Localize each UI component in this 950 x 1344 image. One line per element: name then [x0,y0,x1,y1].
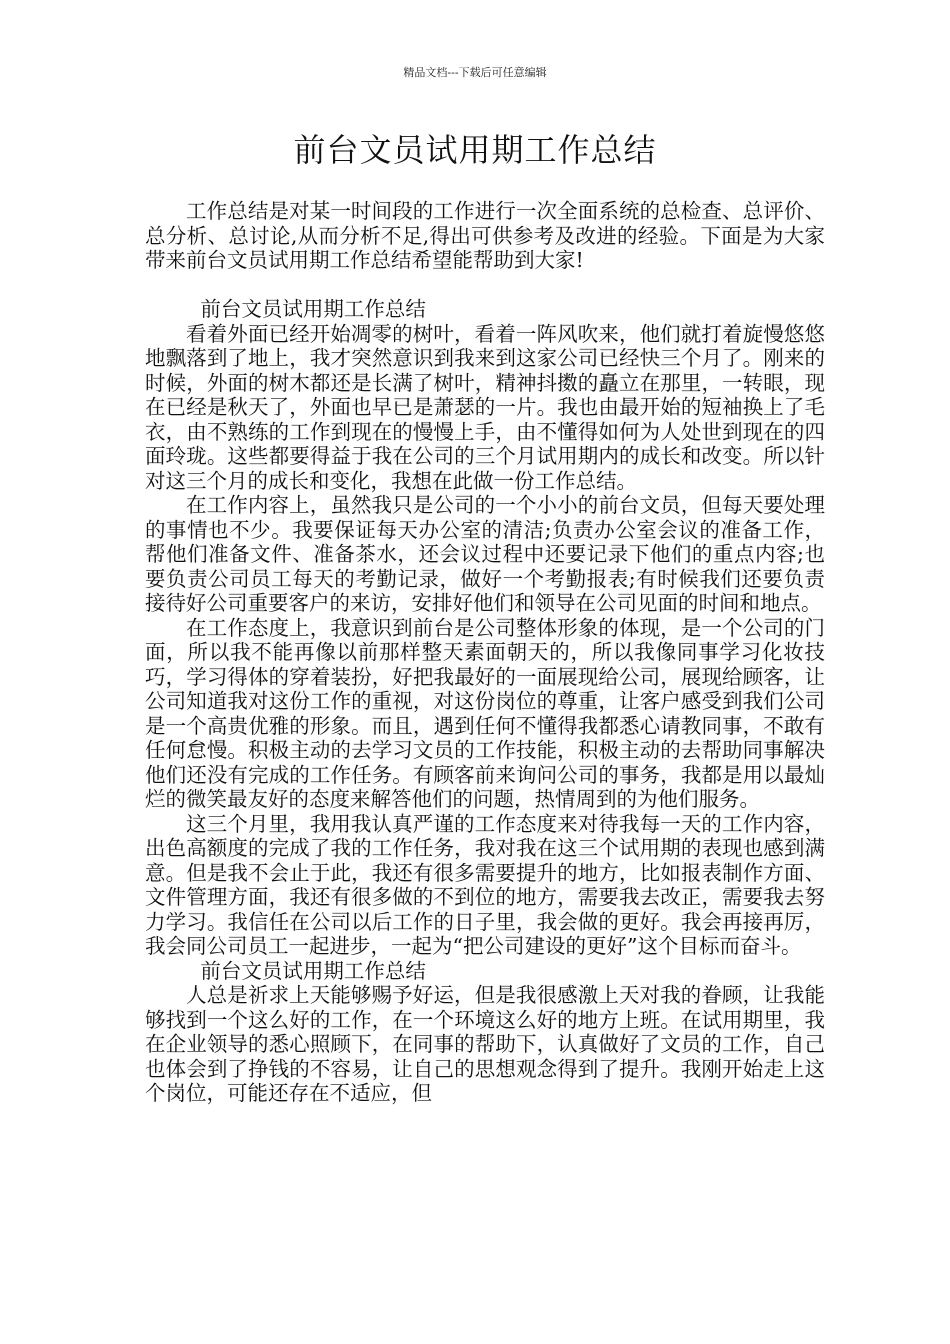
page-header-note: 精品文档---下载后可任意编辑 [403,66,547,79]
body-paragraph: 人总是祈求上天能够赐予好运，但是我很感激上天对我的眷顾，让我能够找到一个这么好的工作，在一个环境这么好的地方上班。在试用期里，我在企业领导的悉心照顾下，在同事的帮助下，认真做好了文员的工作，自己也体会到了挣钱的不容易，让自己的思想观念得到了提升。我刚开始走上这个岗位，可能还存在不适应，但 [145,983,825,1105]
body-paragraph: 在工作内容上，虽然我只是公司的一个小小的前台文员，但每天要处理的事情也不少。我要保证每天办公室的清洁;负责办公室会议的准备工作，帮他们准备文件、准备茶水，还会议过程中还要记录下他们的重点内容;也要负责公司员工每天的考勤记录，做好一个考勤报表;有时候我们还要负责接待好公司重要客户的来访，安排好他们和领导在公司见面的时间和地点。 [145,493,825,615]
section-heading: 前台文员试用期工作总结 [200,297,426,321]
body-paragraph: 在工作态度上，我意识到前台是公司整体形象的体现，是一个公司的门面，所以我不能再像以前那样整天素面朝天的，所以我像同事学习化妆技巧，学习得体的穿着装扮，好把我最好的一面展现给公司，展现给顾客，让公司知道我对这份工作的重视，对这份岗位的尊重，让客户感受到我们公司是一个高贵优雅的形象。而且，遇到任何不懂得我都悉心请教同事，不敢有任何怠慢。积极主动的去学习文员的工作技能，积极主动的去帮助同事解决他们还没有完成的工作任务。有顾客前来询问公司的事务，我都是用以最灿烂的微笑最友好的态度来解答他们的问题，热情周到的为他们服务。 [145,615,825,811]
intro-block [145,199,825,273]
document-title: 前台文员试用期工作总结 [293,131,657,169]
content-block [145,297,825,1106]
intro-paragraph: 工作总结是对某一时间段的工作进行一次全面系统的总检查、总评价、总分析、总讨论,从而分析不足,得出可供参考及改进的经验。下面是为大家带来前台文员试用期工作总结希望能帮助到大家! [145,199,825,272]
body-paragraph: 看着外面已经开始凋零的树叶，看着一阵风吹来，他们就打着旋慢悠悠地飘落到了地上，我才突然意识到我来到这家公司已经快三个月了。刚来的时候，外面的树木都还是长满了树叶，精神抖擞的矗立在那里，一转眼，现在已经是秋天了，外面也早已是萧瑟的一片。我也由最开始的短袖换上了毛衣，由不熟练的工作到现在的慢慢上手，由不懂得如何为人处世到现在的四面玲珑。这些都要得益于我在公司的三个月试用期内的成长和改变。所以针对这三个月的成长和变化，我想在此做一份工作总结。 [145,321,825,493]
section-heading: 前台文员试用期工作总结 [200,958,426,983]
body-paragraph: 这三个月里，我用我认真严谨的工作态度来对待我每一天的工作内容，出色高额度的完成了我的工作任务，我对我在这三个试用期的表现也感到满意。但是我不会止于此，我还有很多需要提升的地方，比如报表制作方面、文件管理方面，我还有很多做的不到位的地方，需要我去改正，需要我去努力学习。我信任在公司以后工作的日子里，我会做的更好。我会再接再厉，我会同公司员工一起进步，一起为“把公司建设的更好”这个目标而奋斗。 [145,811,825,958]
